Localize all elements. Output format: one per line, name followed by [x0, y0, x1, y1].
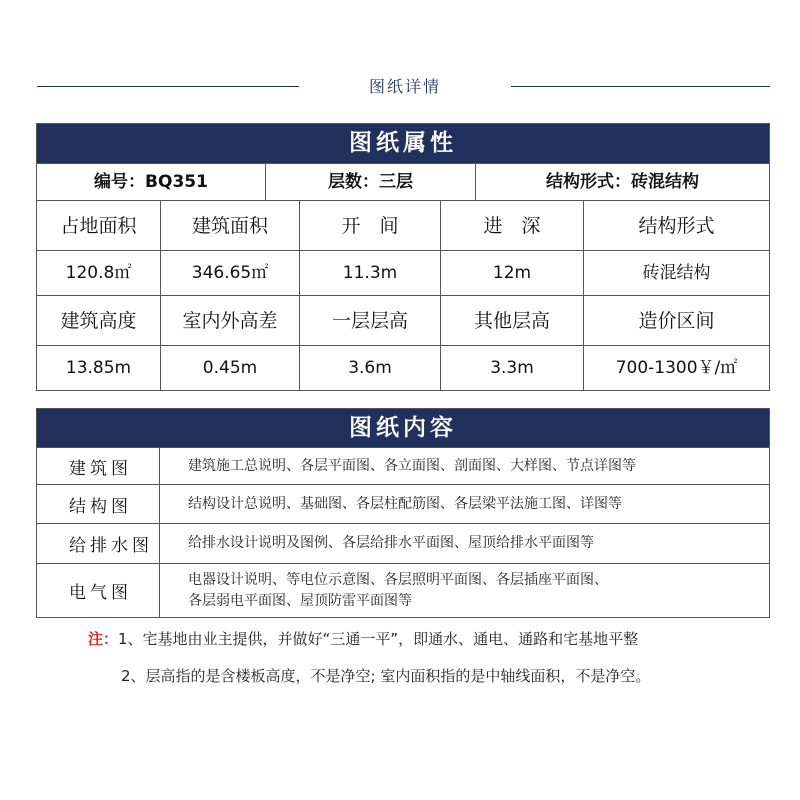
- section-header: [0, 66, 800, 106]
- content-row-structure: [37, 484, 769, 523]
- content-detail: [160, 564, 769, 617]
- prop-value: 3.3m: [440, 345, 583, 390]
- content-label: 给排水图: [37, 524, 160, 563]
- content-detail: [160, 524, 769, 563]
- content-row-architecture: [37, 447, 769, 484]
- content-detail-line: 给排水设计说明及图例、各层给排水平面图、屋顶给排水平面图等: [188, 535, 594, 551]
- properties-table: [36, 123, 770, 391]
- note-line-1: [88, 628, 638, 649]
- prop-value: 700-1300￥/㎡: [583, 345, 769, 390]
- prop-value: 346.65㎡: [160, 250, 299, 295]
- prop-label: 进 深: [440, 200, 583, 250]
- content-row-plumbing: [37, 523, 769, 563]
- content-row-electrical: [37, 563, 769, 617]
- prop-label: 室内外高差: [160, 295, 299, 345]
- page-title: 图纸详情: [368, 77, 441, 96]
- contents-title: 图纸内容: [37, 409, 769, 447]
- content-label: 电气图: [37, 564, 160, 617]
- summary-code: 编号：BQ351: [94, 172, 208, 192]
- prop-value: 3.6m: [299, 345, 440, 390]
- prop-value: 11.3m: [299, 250, 440, 295]
- header-divider-right: [511, 86, 770, 87]
- prop-value: 砖混结构: [583, 250, 769, 295]
- contents-table: [36, 408, 770, 618]
- note-line-2: 2、层高指的是含楼板高度，不是净空; 室内面积指的是中轴线面积，不是净空。: [121, 667, 651, 685]
- prop-label: 建筑高度: [37, 295, 160, 345]
- content-label: 结构图: [37, 485, 160, 523]
- content-detail-line: 电器设计说明、等电位示意图、各层照明平面图、各层插座平面图、: [188, 571, 608, 588]
- prop-value: 12m: [440, 250, 583, 295]
- summary-structure: 结构形式：砖混结构: [475, 164, 769, 200]
- prop-label: 建筑面积: [160, 200, 299, 250]
- prop-value: 0.45m: [160, 345, 299, 390]
- header-divider-left: [37, 86, 299, 87]
- prop-label: 结构形式: [583, 200, 769, 250]
- prop-value: 13.85m: [37, 345, 160, 390]
- prop-label: 其他层高: [440, 295, 583, 345]
- content-detail: [160, 485, 769, 523]
- content-detail-line: 各层弱电平面图、屋顶防雷平面图等: [188, 592, 412, 609]
- summary-floors: 层数：三层: [265, 164, 475, 200]
- properties-title: 图纸属性: [37, 124, 769, 163]
- content-detail-line: 结构设计总说明、基础图、各层柱配筋图、各层梁平法施工图、详图等: [188, 495, 622, 512]
- prop-label: 占地面积: [37, 200, 160, 250]
- summary-row: [37, 163, 769, 200]
- prop-value: 120.8㎡: [37, 250, 160, 295]
- content-label: 建筑图: [37, 448, 160, 484]
- note-text-1: 1、宅基地由业主提供，并做好“三通一平”，即通水、通电、通路和宅基地平整: [118, 630, 639, 648]
- prop-label: 开 间: [299, 200, 440, 250]
- properties-grid: [37, 200, 769, 390]
- content-detail: [160, 448, 769, 484]
- content-detail-line: 建筑施工总说明、各层平面图、各立面图、剖面图、大样图、节点详图等: [188, 457, 636, 474]
- note-prefix: 注：: [88, 630, 119, 648]
- prop-label: 一层层高: [299, 295, 440, 345]
- prop-label: 造价区间: [583, 295, 769, 345]
